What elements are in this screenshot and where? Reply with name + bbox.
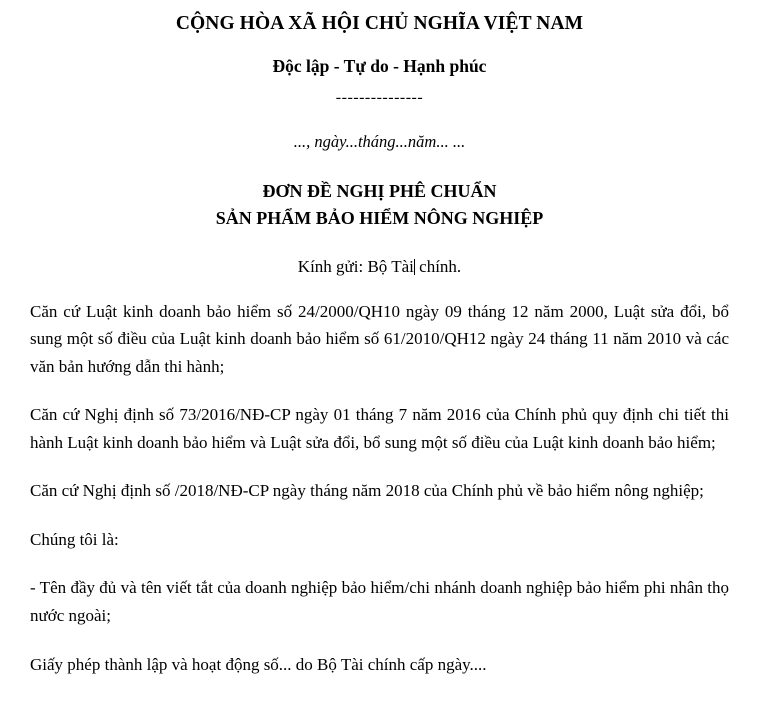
paragraph-legal-basis-3: Căn cứ Nghị định số /2018/NĐ-CP ngày tháng năm 2018 của Chính phủ về bảo hiểm nông nghiệp; <box>30 481 704 501</box>
dateline: ..., ngày...tháng...năm... ... <box>293 131 466 151</box>
recipient-suffix: chính. <box>414 257 462 277</box>
national-title: CỘNG HÒA XÃ HỘI CHỦ NGHĨA VIỆT NAM <box>175 13 584 34</box>
national-motto: Độc lập - Tự do - Hạnh phúc <box>272 56 487 77</box>
document-title-line1: ĐƠN ĐỀ NGHỊ PHÊ CHUẨN <box>262 180 497 201</box>
separator-line: --------------- <box>335 89 424 107</box>
recipient-line <box>30 257 729 277</box>
paragraph-legal-basis-2: Căn cứ Nghị định số 73/2016/NĐ-CP ngày 01 tháng 7 năm 2016 của Chính phủ quy định chi tiết thi hành Luật kinh doanh bảo hiểm và Luật sửa đổi, bổ sung một số điều của Luật kinh doanh bảo hiểm; <box>30 405 729 452</box>
recipient-prefix: Kính gửi: Bộ Tài <box>297 257 414 277</box>
paragraph-license: Giấy phép thành lập và hoạt động số... do Bộ Tài chính cấp ngày.... <box>30 654 487 674</box>
paragraph-company-name: - Tên đầy đủ và tên viết tắt của doanh nghiệp bảo hiểm/chi nhánh doanh nghiệp bảo hiểm phi nhân thọ nước ngoài; <box>30 578 729 626</box>
document-title-line2: SẢN PHẨM BẢO HIỂM NÔNG NGHIỆP <box>215 208 544 229</box>
paragraph-legal-basis-1: Căn cứ Luật kinh doanh bảo hiểm số 24/2000/QH10 ngày 09 tháng 12 năm 2000, Luật sửa đổi, bổ sung một số điều của Luật kinh doanh bảo hiểm số 61/2010/QH12 ngày 24 tháng 11 năm 2010 và các văn bản hướng dẫn thi hành; <box>30 301 729 376</box>
paragraph-declarant-intro: Chúng tôi là: <box>30 529 119 549</box>
